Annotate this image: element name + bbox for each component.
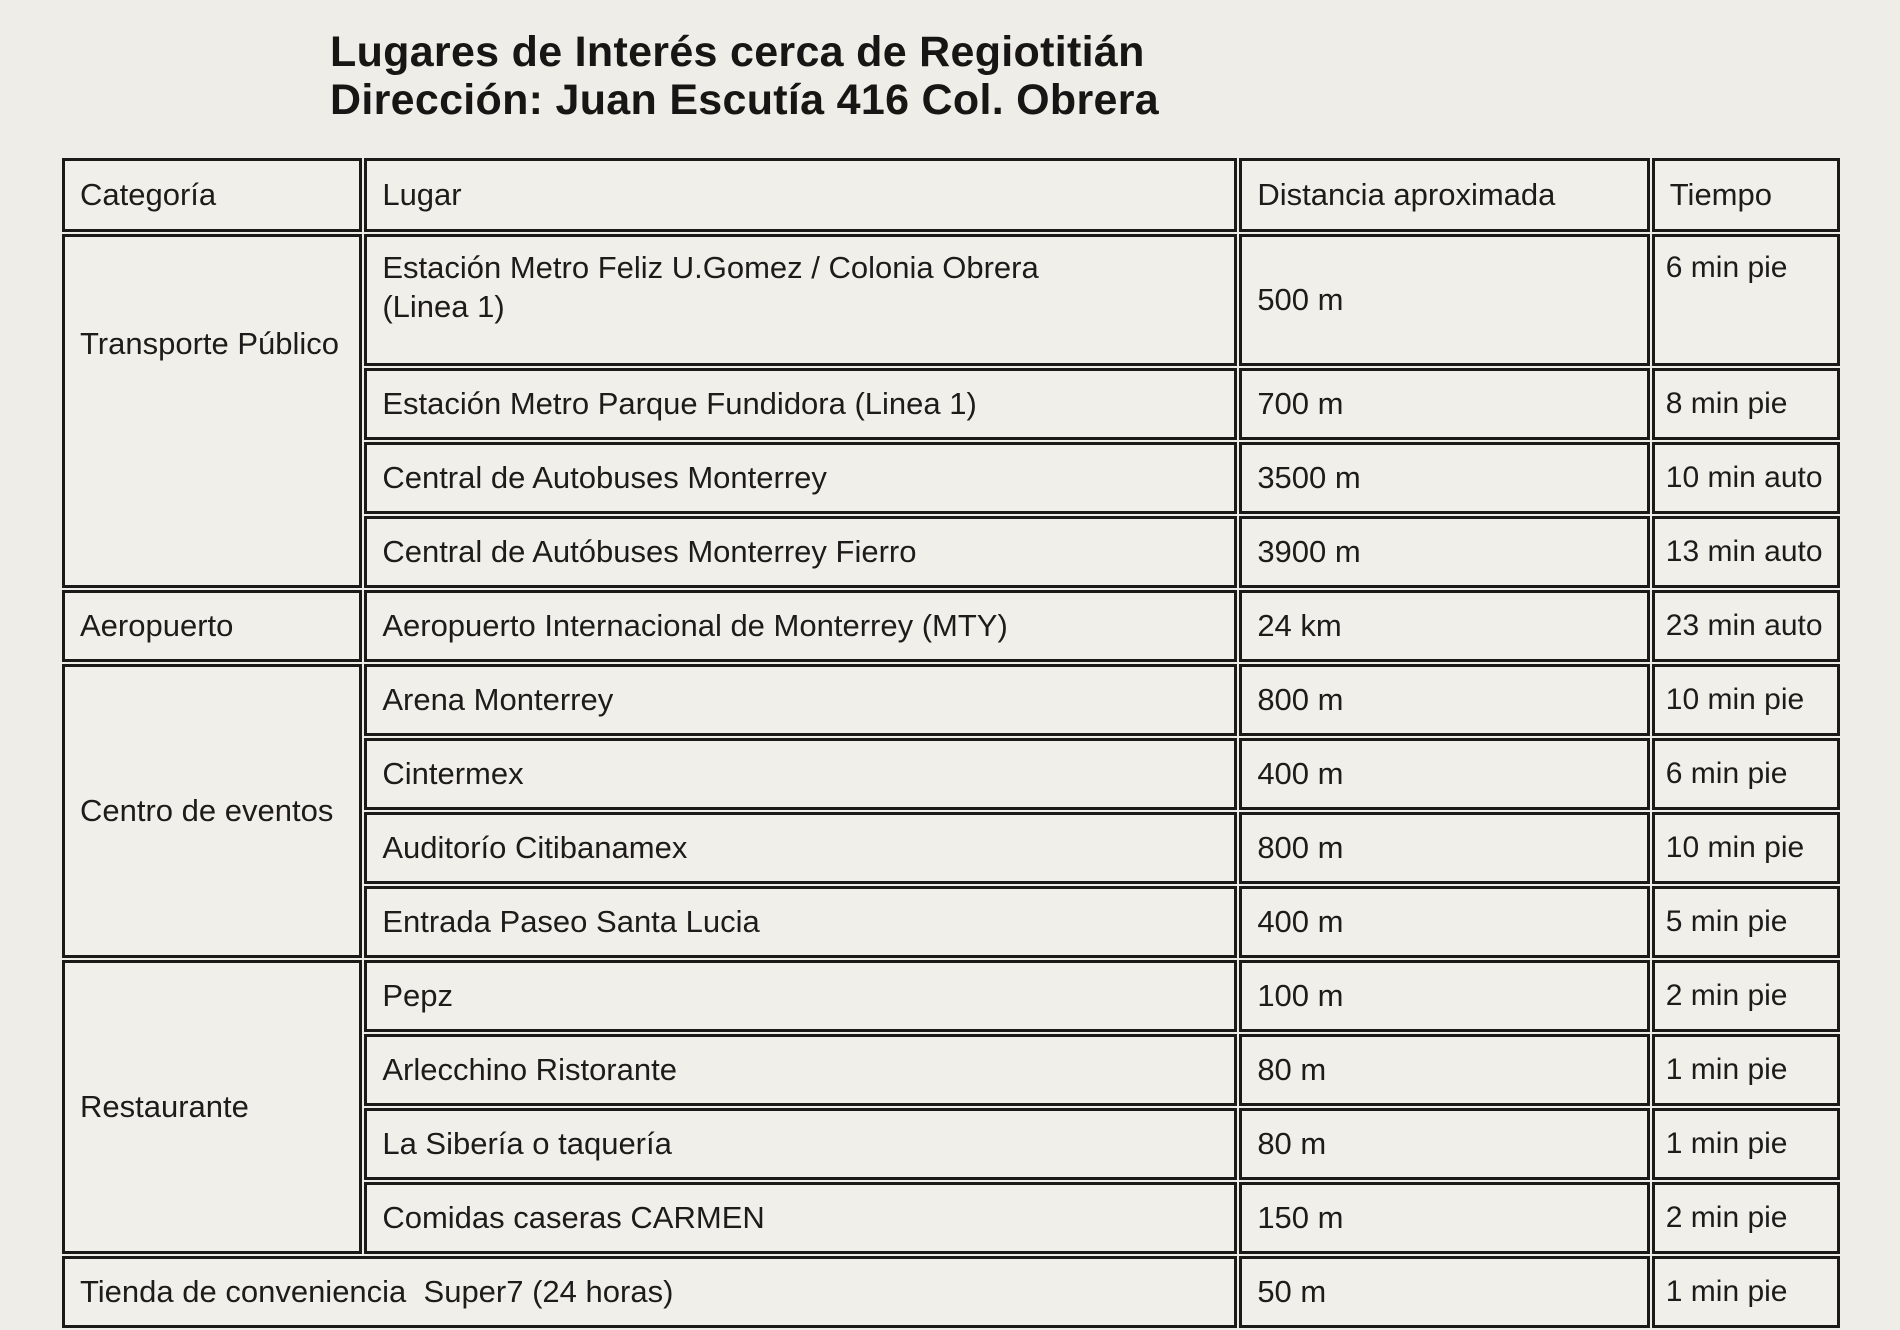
distancia-cell: 700 m [1239,368,1649,440]
lugar-cell: Arena Monterrey [364,664,1237,736]
tiempo-cell: 10 min pie [1652,664,1840,736]
header-lugar: Lugar [364,158,1237,232]
title-block [0,0,1900,124]
tiempo-cell: 13 min auto [1652,516,1840,588]
category-cell-restaurante: Restaurante [62,960,362,1254]
tiempo-cell: 2 min pie [1652,960,1840,1032]
distancia-cell: 100 m [1239,960,1649,1032]
table-row [62,234,1840,366]
distancia-cell: 3500 m [1239,442,1649,514]
tiempo-cell: 10 min pie [1652,812,1840,884]
distancia-cell: 150 m [1239,1182,1649,1254]
lugar-cell: Central de Autobuses Monterrey [364,442,1237,514]
tiempo-cell: 23 min auto [1652,590,1840,662]
lugar-cell: La Sibería o taquería [364,1108,1237,1180]
tiempo-cell: 5 min pie [1652,886,1840,958]
table-row [62,590,1840,662]
distancia-cell: 800 m [1239,664,1649,736]
lugar-cell: Pepz [364,960,1237,1032]
distancia-cell: 800 m [1239,812,1649,884]
table-header-row [62,158,1840,232]
lugar-cell [364,234,1237,366]
lugar-cell: Central de Autóbuses Monterrey Fierro [364,516,1237,588]
lugar-cell: Cintermex [364,738,1237,810]
header-distancia: Distancia aproximada [1239,158,1649,232]
distancia-cell: 3900 m [1239,516,1649,588]
table-row [62,960,1840,1032]
distancia-cell: 80 m [1239,1108,1649,1180]
distancia-cell: 500 m [1239,234,1649,366]
tiempo-cell: 1 min pie [1652,1034,1840,1106]
distancia-cell: 400 m [1239,886,1649,958]
table-row [62,1256,1840,1328]
lugar-cell: Comidas caseras CARMEN [364,1182,1237,1254]
header-categoria: Categoría [62,158,362,232]
tiempo-cell: 1 min pie [1652,1108,1840,1180]
lugar-cell-tienda-de-conveniencia: Tienda de conveniencia Super7 (24 horas) [62,1256,1237,1328]
lugar-cell: Estación Metro Parque Fundidora (Linea 1) [364,368,1237,440]
lugar-cell: Aeropuerto Internacional de Monterrey (MTY) [364,590,1237,662]
tiempo-cell: 6 min pie [1652,738,1840,810]
distancia-cell: 80 m [1239,1034,1649,1106]
category-cell-centro-de-eventos: Centro de eventos [62,664,362,958]
distancia-cell: 24 km [1239,590,1649,662]
lugar-cell: Entrada Paseo Santa Lucia [364,886,1237,958]
tiempo-cell: 6 min pie [1652,234,1840,366]
page-title: Lugares de Interés cerca de Regiotitián [330,28,1145,76]
tiempo-cell: 2 min pie [1652,1182,1840,1254]
table-row [62,664,1840,736]
points-of-interest-table [60,156,1842,1330]
page-subtitle: Dirección: Juan Escutía 416 Col. Obrera [330,76,1159,125]
tiempo-cell: 1 min pie [1652,1256,1840,1328]
header-tiempo: Tiempo [1652,158,1840,232]
category-cell-aeropuerto: Aeropuerto [62,590,362,662]
distancia-cell: 400 m [1239,738,1649,810]
lugar-cell: Arlecchino Ristorante [364,1034,1237,1106]
category-cell-transporte-publico: Transporte Público [62,234,362,588]
distancia-cell: 50 m [1239,1256,1649,1328]
tiempo-cell: 10 min auto [1652,442,1840,514]
lugar-text: Estación Metro Feliz U.Gomez / Colonia Obrera (Linea 1) [382,250,1039,325]
lugar-cell: Auditorío Citibanamex [364,812,1237,884]
tiempo-cell: 8 min pie [1652,368,1840,440]
